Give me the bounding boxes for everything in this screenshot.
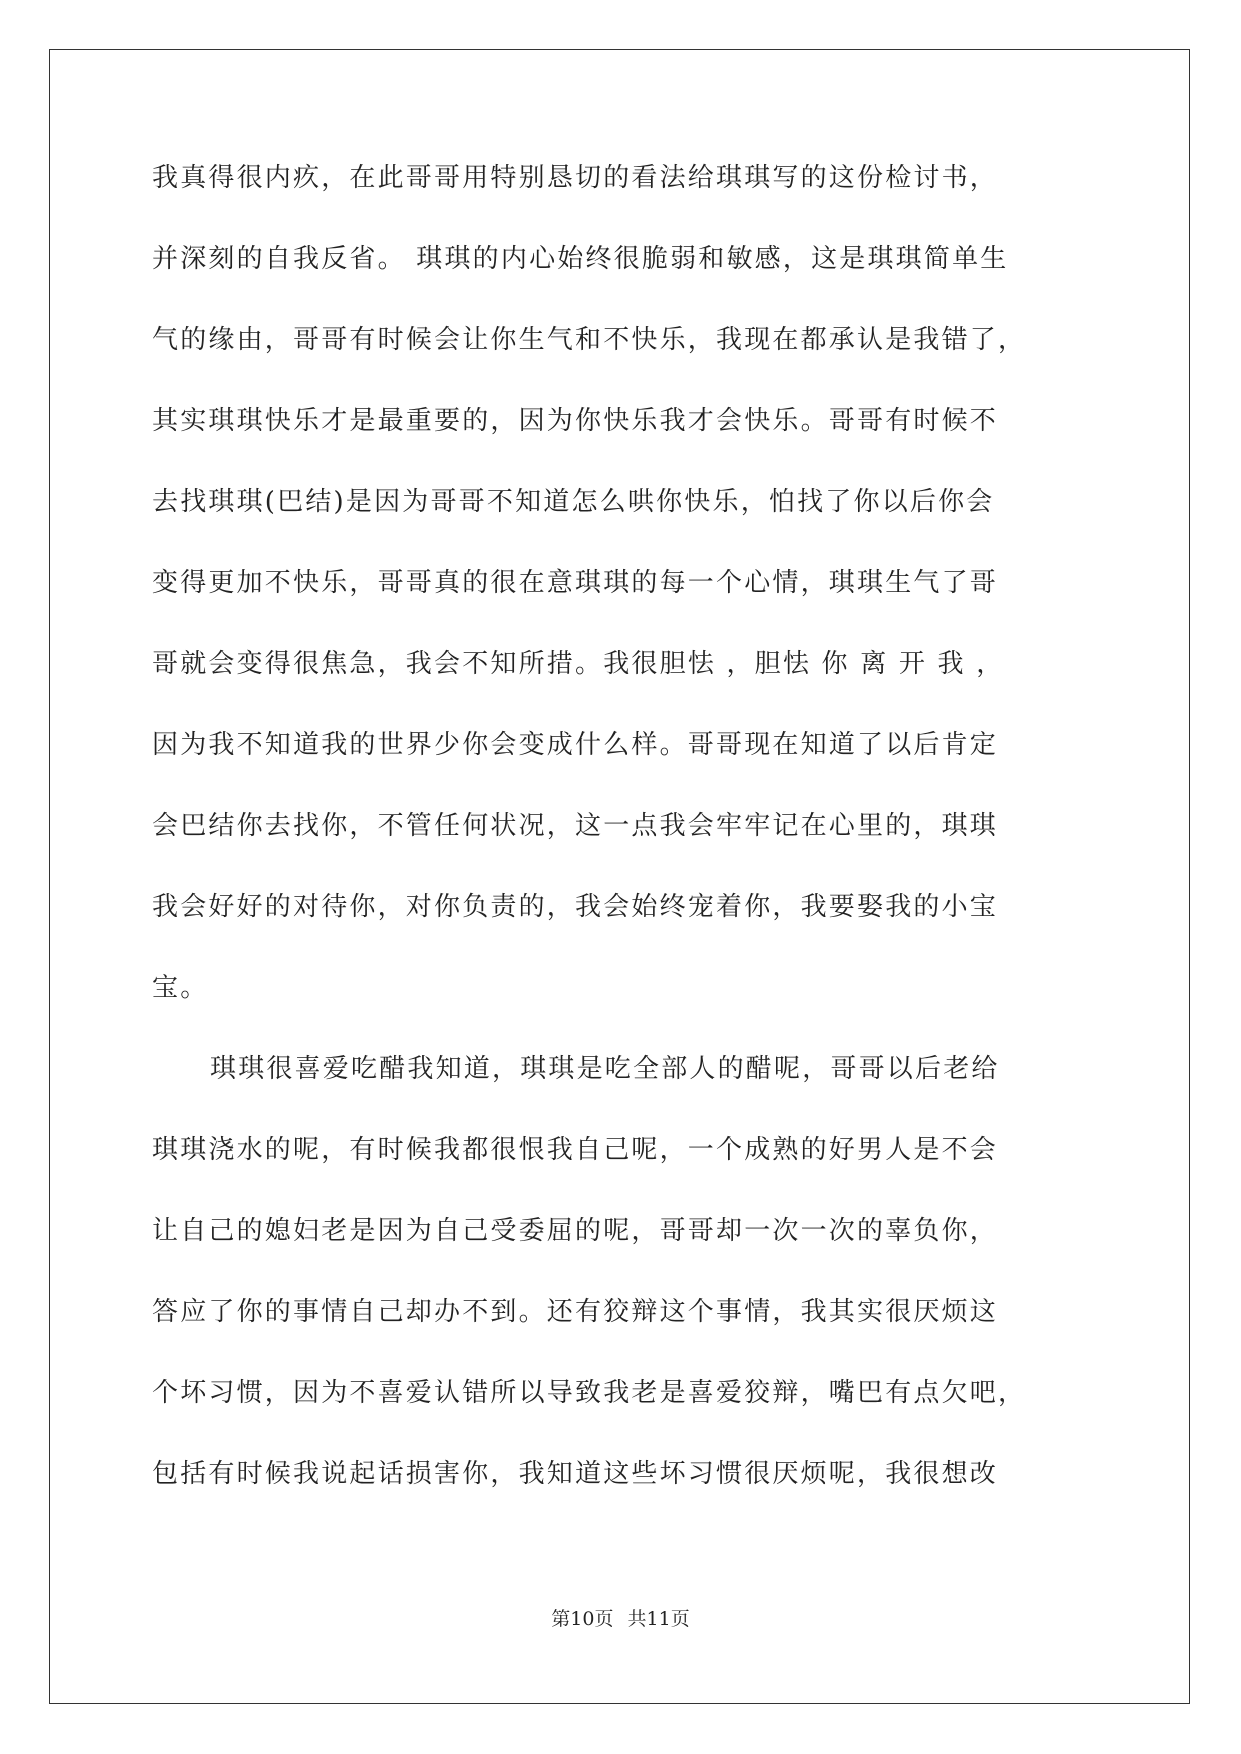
- text-line: 会巴结你去找你，不管任何状况，这一点我会牢牢记在心里的，琪琪: [152, 811, 999, 841]
- page-footer: [0, 1604, 1241, 1631]
- text-line: 去找琪琪(巴结)是因为哥哥不知道怎么哄你快乐，怕找了你以后你会: [152, 487, 995, 517]
- paragraph-start-line: 琪琪很喜爱吃醋我知道，琪琪是吃全部人的醋呢，哥哥以后老给: [210, 1054, 1000, 1084]
- text-line: 个坏习惯，因为不喜爱认错所以导致我老是喜爱狡辩，嘴巴有点欠吧，: [152, 1378, 1027, 1408]
- text-line: 变得更加不快乐，哥哥真的很在意琪琪的每一个心情，琪琪生气了哥: [152, 568, 999, 598]
- text-line: 答应了你的事情自己却办不到。还有狡辩这个事情，我其实很厌烦这: [152, 1297, 999, 1327]
- text-line: 让自己的媳妇老是因为自己受委屈的呢，哥哥却一次一次的辜负你，: [152, 1216, 999, 1246]
- page-number-current: 第10页: [551, 1608, 614, 1630]
- text-line: 我会好好的对待你，对你负责的，我会始终宠着你，我要娶我的小宝: [152, 892, 999, 922]
- text-line: 哥就会变得很焦急，我会不知所措。我很胆怯 ，胆怯 你 离 开 我 ，: [152, 649, 1005, 679]
- text-line: 因为我不知道我的世界少你会变成什么样。哥哥现在知道了以后肯定: [152, 730, 999, 760]
- text-line: 我真得很内疚，在此哥哥用特别恳切的看法给琪琪写的这份检讨书，: [152, 163, 999, 193]
- text-line: 琪琪浇水的呢，有时候我都很恨我自己呢，一个成熟的好男人是不会: [152, 1135, 999, 1165]
- text-line: 其实琪琪快乐才是最重要的，因为你快乐我才会快乐。哥哥有时候不: [152, 406, 999, 436]
- page-number-total: 共11页: [627, 1608, 690, 1630]
- text-line: 包括有时候我说起话损害你，我知道这些坏习惯很厌烦呢，我很想改: [152, 1459, 999, 1489]
- text-line: 宝。: [152, 973, 209, 1003]
- document-body: [152, 163, 1092, 1540]
- text-line: 气的缘由，哥哥有时候会让你生气和不快乐，我现在都承认是我错了，: [152, 325, 1027, 355]
- text-line: 并深刻的自我反省。 琪琪的内心始终很脆弱和敏感，这是琪琪简单生: [152, 244, 1009, 274]
